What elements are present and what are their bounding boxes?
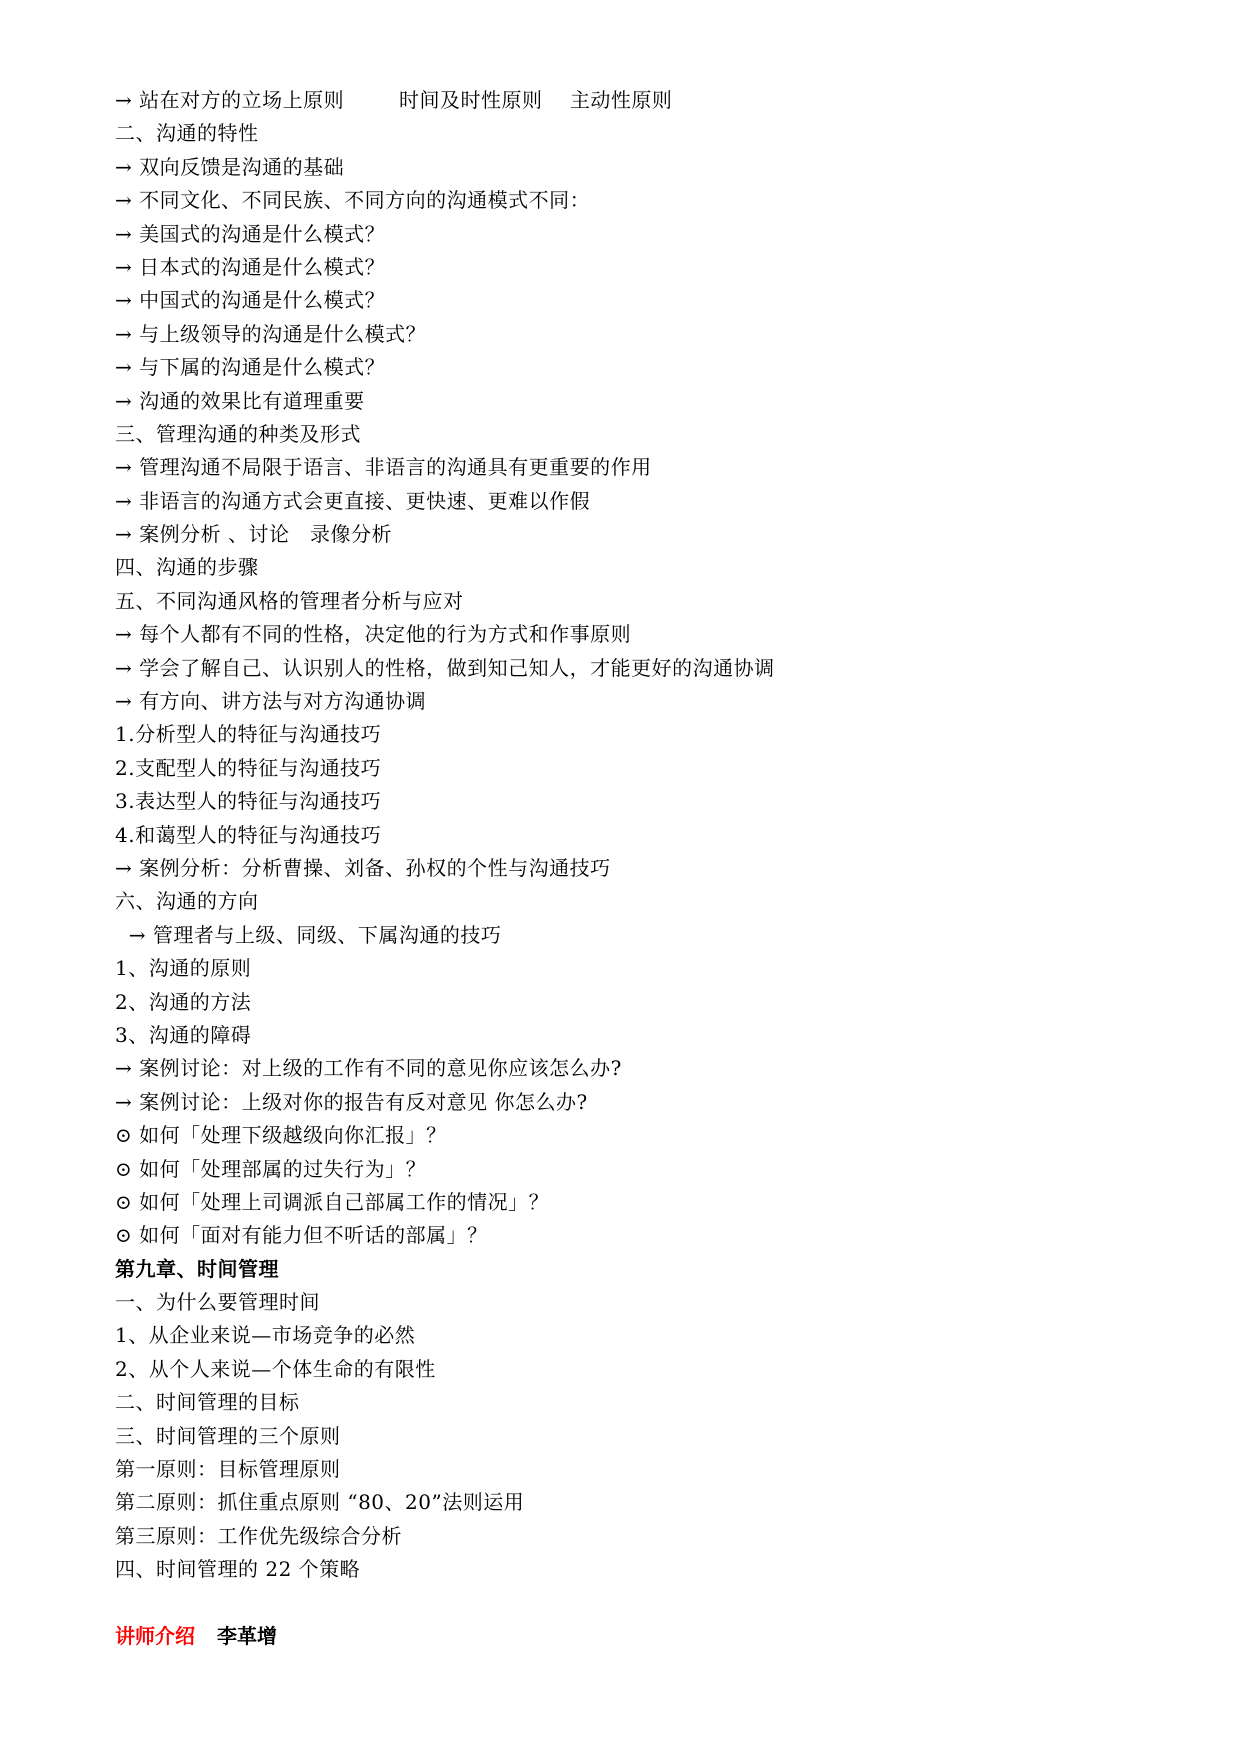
outline-line: → 日本式的沟通是什么模式？	[115, 254, 386, 279]
outline-line: 第一原则：目标管理原则	[115, 1457, 341, 1482]
spacer	[115, 1587, 1125, 1620]
outline-line: → 学会了解自己、认识别人的性格，做到知己知人，才能更好的沟通协调	[115, 655, 775, 680]
outline-line: 3、沟通的障碍	[115, 1022, 252, 1047]
outline-line: → 美国式的沟通是什么模式？	[115, 221, 386, 246]
instructor-heading	[115, 1620, 1125, 1653]
outline-line: → 案例分析 、讨论 录像分析	[115, 522, 393, 547]
outline-line: 1、从企业来说—市场竞争的必然	[115, 1323, 416, 1348]
outline-line: 四、沟通的步骤	[115, 555, 259, 580]
outline-line: 2.支配型人的特征与沟通技巧	[115, 755, 382, 780]
outline-line: 六、沟通的方向	[115, 889, 259, 914]
outline-line: → 有方向、讲方法与对方沟通协调	[115, 689, 427, 714]
chapter-heading: 第九章、时间管理	[115, 1256, 279, 1281]
outline-line: 3.表达型人的特征与沟通技巧	[115, 789, 382, 814]
outline-line: 三、管理沟通的种类及形式	[115, 421, 361, 446]
outline-line: → 双向反馈是沟通的基础	[115, 154, 345, 179]
outline-line: ⊙ 如何「处理部属的过失行为」？	[115, 1156, 427, 1181]
instructor-name: 李革增	[217, 1623, 277, 1648]
outline-line: → 管理沟通不局限于语言、非语言的沟通具有更重要的作用	[115, 455, 652, 480]
outline-lines	[115, 84, 1125, 1587]
outline-line: → 案例讨论：上级对你的报告有反对意见 你怎么办?	[115, 1089, 588, 1114]
outline-line: 三、时间管理的三个原则	[115, 1423, 341, 1448]
outline-line: 1、沟通的原则	[115, 956, 252, 981]
outline-line: 第二原则：抓住重点原则 “80、20”法则运用	[115, 1490, 525, 1515]
outline-line: → 沟通的效果比有道理重要	[115, 388, 365, 413]
outline-line: → 案例讨论：对上级的工作有不同的意见你应该怎么办?	[115, 1056, 622, 1081]
outline-line: → 站在对方的立场上原则 时间及时性原则 主动性原则	[115, 88, 673, 112]
outline-line: → 与下属的沟通是什么模式？	[115, 355, 386, 380]
outline-line: 1.分析型人的特征与沟通技巧	[115, 722, 382, 747]
outline-line: ⊙ 如何「处理下级越级向你汇报」？	[115, 1123, 447, 1148]
instructor-label: 讲师介绍	[115, 1623, 195, 1648]
outline-line: → 中国式的沟通是什么模式？	[115, 288, 386, 313]
outline-line: ⊙ 如何「面对有能力但不听话的部属」？	[115, 1223, 488, 1248]
outline-line: 二、沟通的特性	[115, 121, 259, 146]
outline-line: → 非语言的沟通方式会更直接、更快速、更难以作假	[115, 488, 591, 513]
outline-line: 2、从个人来说—个体生命的有限性	[115, 1356, 436, 1381]
outline-line: → 不同文化、不同民族、不同方向的沟通模式不同：	[115, 188, 591, 213]
document-page	[115, 84, 1125, 1653]
outline-line: 五、不同沟通风格的管理者分析与应对	[115, 588, 464, 613]
outline-line: 4.和蔼型人的特征与沟通技巧	[115, 822, 382, 847]
outline-line: → 每个人都有不同的性格，决定他的行为方式和作事原则	[115, 622, 632, 647]
outline-line: 二、时间管理的目标	[115, 1390, 300, 1415]
outline-line: 四、时间管理的 22 个策略	[115, 1557, 361, 1582]
outline-line: → 管理者与上级、同级、下属沟通的技巧	[115, 922, 502, 947]
outline-line: 2、沟通的方法	[115, 989, 252, 1014]
outline-line: → 与上级领导的沟通是什么模式？	[115, 321, 427, 346]
outline-line: 一、为什么要管理时间	[115, 1290, 320, 1315]
outline-line: → 案例分析：分析曹操、刘备、孙权的个性与沟通技巧	[115, 855, 611, 880]
outline-line: ⊙ 如何「处理上司调派自己部属工作的情况」？	[115, 1189, 550, 1214]
outline-line: 第三原则：工作优先级综合分析	[115, 1523, 402, 1548]
